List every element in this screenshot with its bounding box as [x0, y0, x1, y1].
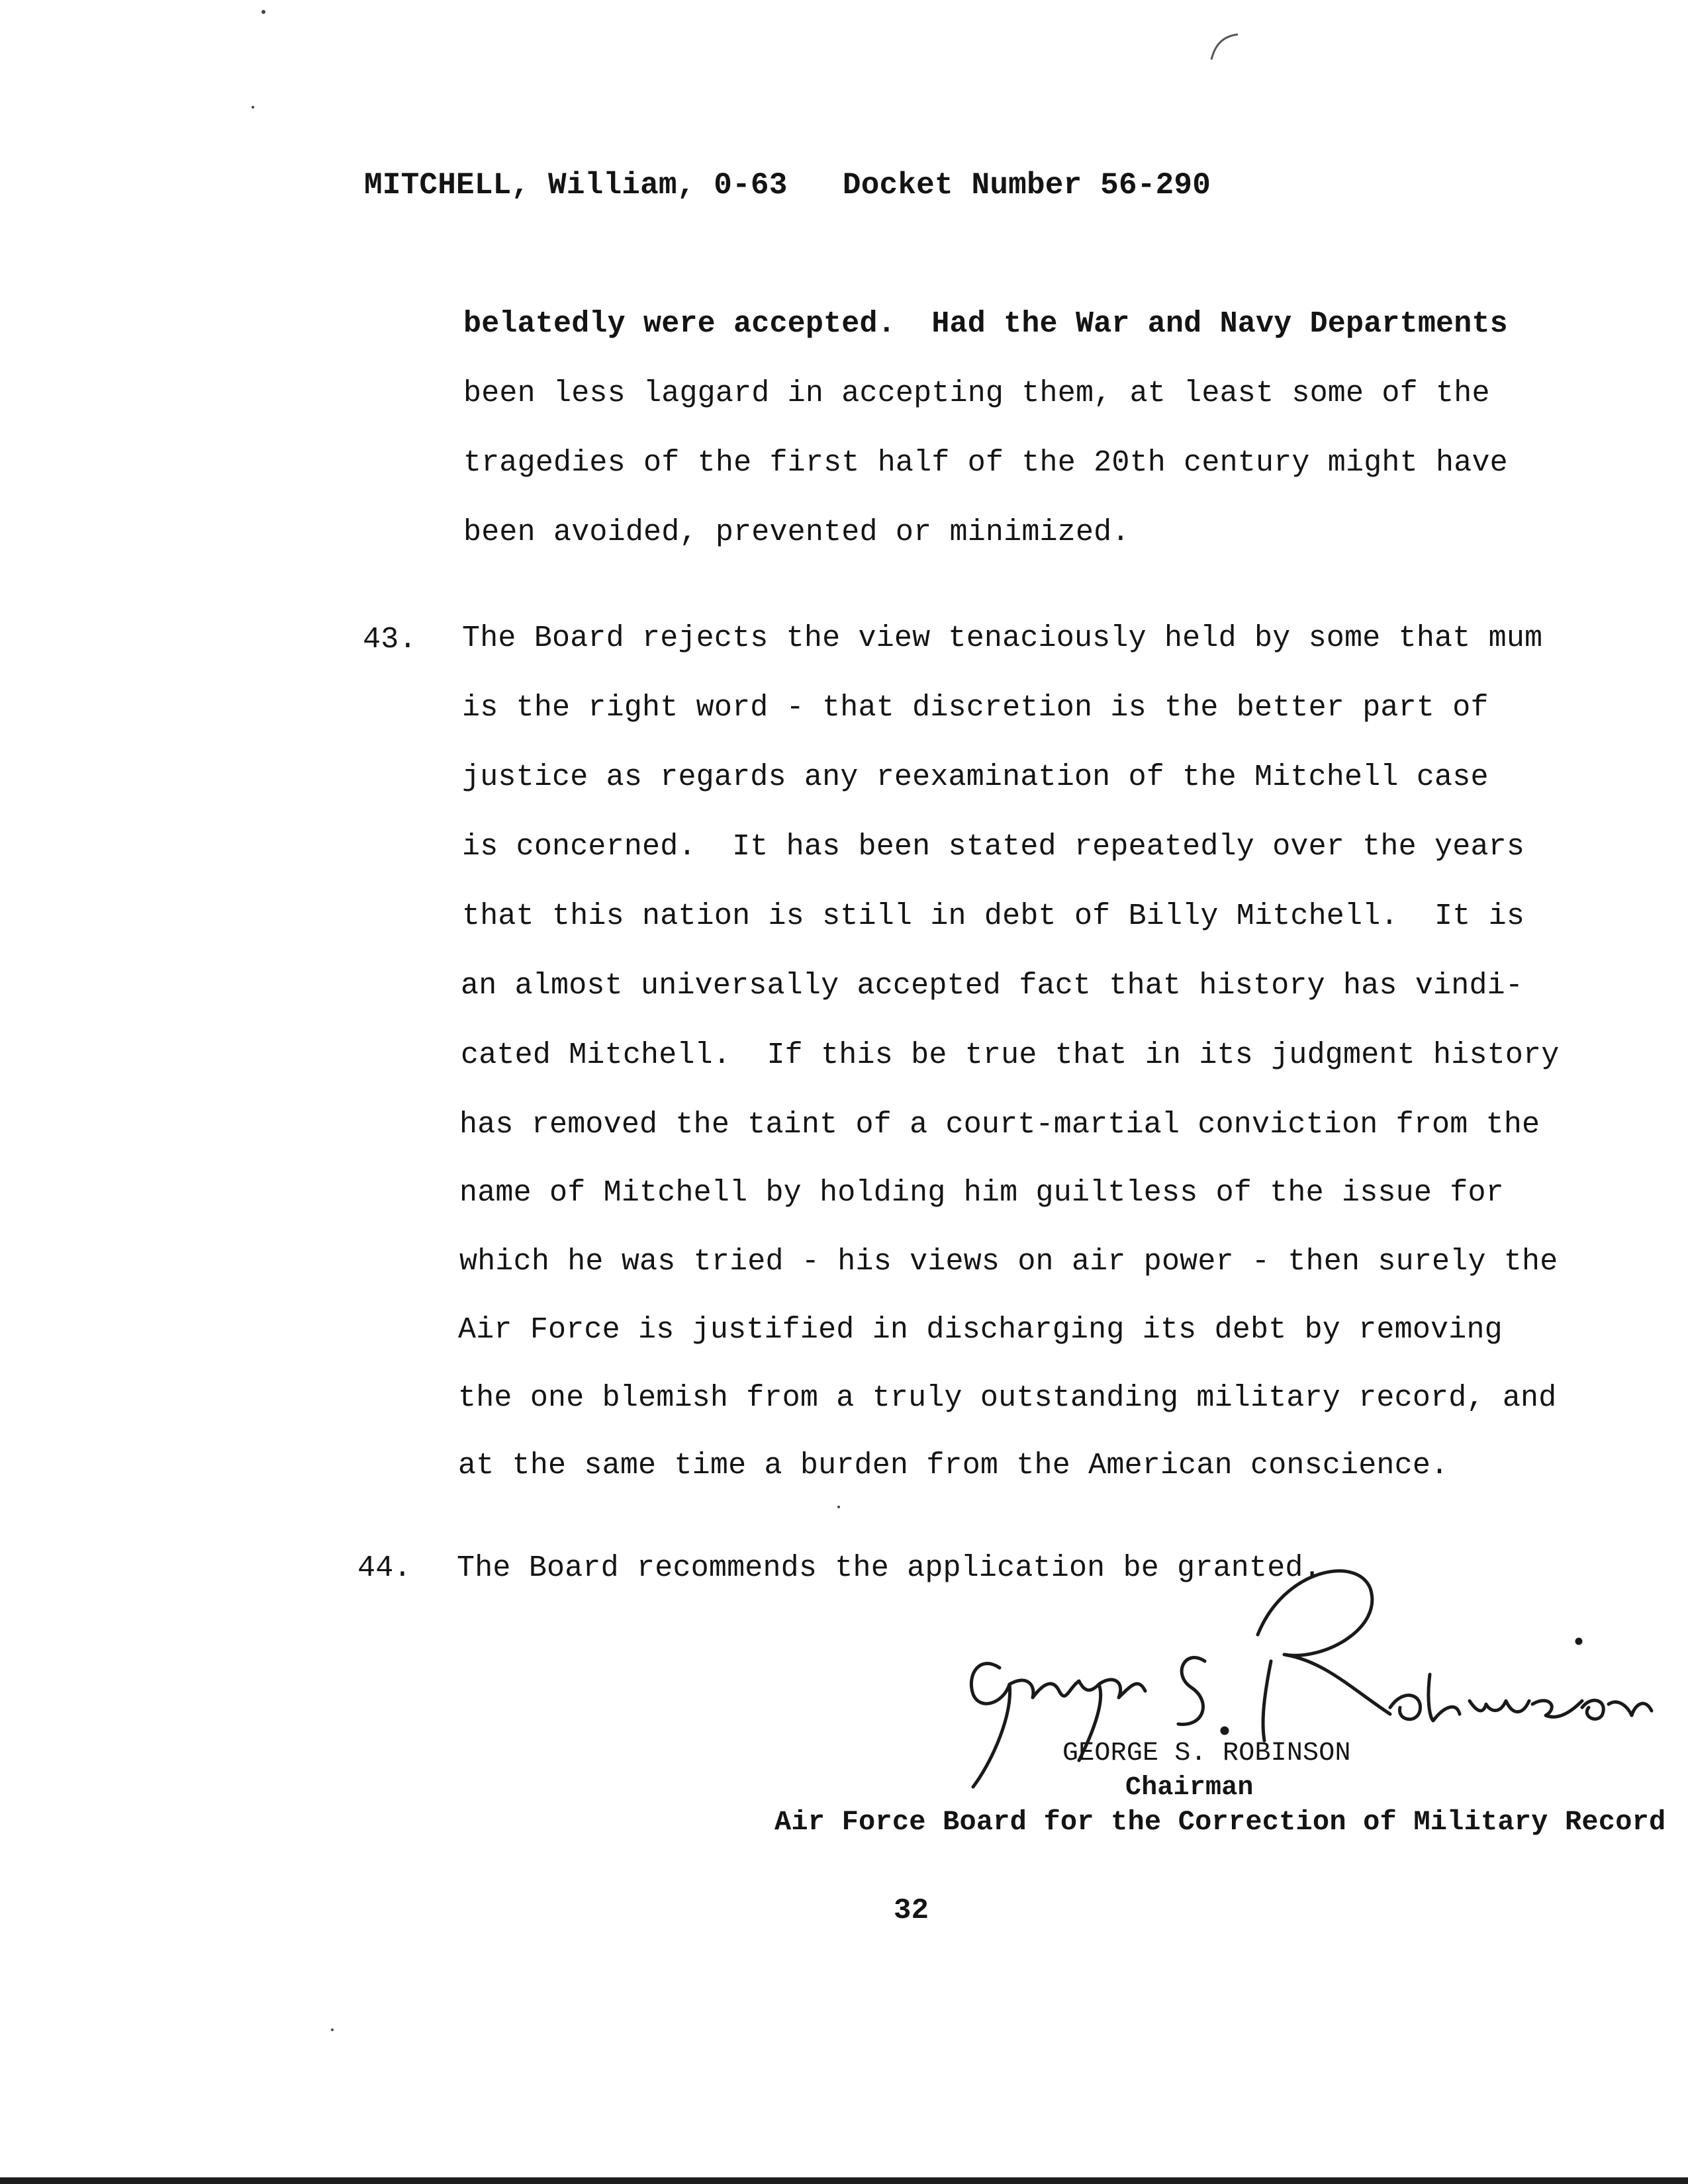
- para43-line: the one blemish from a truly outstanding military record, and: [458, 1381, 1557, 1415]
- signer-name: GEORGE S. ROBINSON: [1062, 1739, 1351, 1768]
- signer-title: Chairman: [1125, 1773, 1254, 1803]
- continuation-line: been less laggard in accepting them, at least some of the: [463, 377, 1490, 410]
- para43-line: Air Force is justified in discharging its debt by removing: [458, 1313, 1503, 1347]
- paragraph-number-43: 43.: [363, 623, 417, 657]
- page-number: 32: [894, 1894, 929, 1927]
- scan-speck: [837, 1506, 840, 1508]
- case-header: MITCHELL, William, 0-63 Docket Number 56-290: [364, 168, 1211, 203]
- signer-organization: Air Force Board for the Correction of Military Record: [774, 1806, 1666, 1838]
- para43-line: at the same time a burden from the American conscience.: [458, 1449, 1449, 1482]
- scan-speck: [331, 2028, 334, 2031]
- paragraph-number-44: 44.: [357, 1551, 412, 1585]
- continuation-line: tragedies of the first half of the 20th century might have: [463, 446, 1508, 480]
- handwritten-signature: [927, 1542, 1655, 1820]
- para43-line: an almost universally accepted fact that history has vindi-: [461, 969, 1524, 1003]
- para43-line: justice as regards any reexamination of the Mitchell case: [462, 760, 1489, 794]
- para44-text: The Board recommends the application be granted.: [457, 1551, 1321, 1585]
- para43-line: that this nation is still in debt of Billy Mitchell. It is: [462, 899, 1525, 933]
- para43-line: cated Mitchell. If this be true that in its judgment history: [461, 1038, 1560, 1072]
- bottom-border: [0, 2177, 1688, 2184]
- continuation-line: belatedly were accepted. Had the War and Navy Departments: [463, 307, 1508, 341]
- para43-line: name of Mitchell by holding him guiltless of the issue for: [459, 1176, 1504, 1210]
- scan-mark: [1205, 26, 1244, 66]
- para43-line: which he was tried - his views on air power - then surely the: [459, 1245, 1558, 1279]
- para43-line: The Board rejects the view tenaciously held by some that mum: [462, 621, 1543, 655]
- para43-line: is concerned. It has been stated repeatedly over the years: [462, 830, 1525, 864]
- continuation-line: been avoided, prevented or minimized.: [463, 516, 1130, 549]
- scan-speck: [252, 106, 254, 109]
- para43-line: is the right word - that discretion is the better part of: [462, 691, 1489, 725]
- para43-line: has removed the taint of a court-martial conviction from the: [459, 1108, 1540, 1142]
- scan-speck: [261, 10, 265, 14]
